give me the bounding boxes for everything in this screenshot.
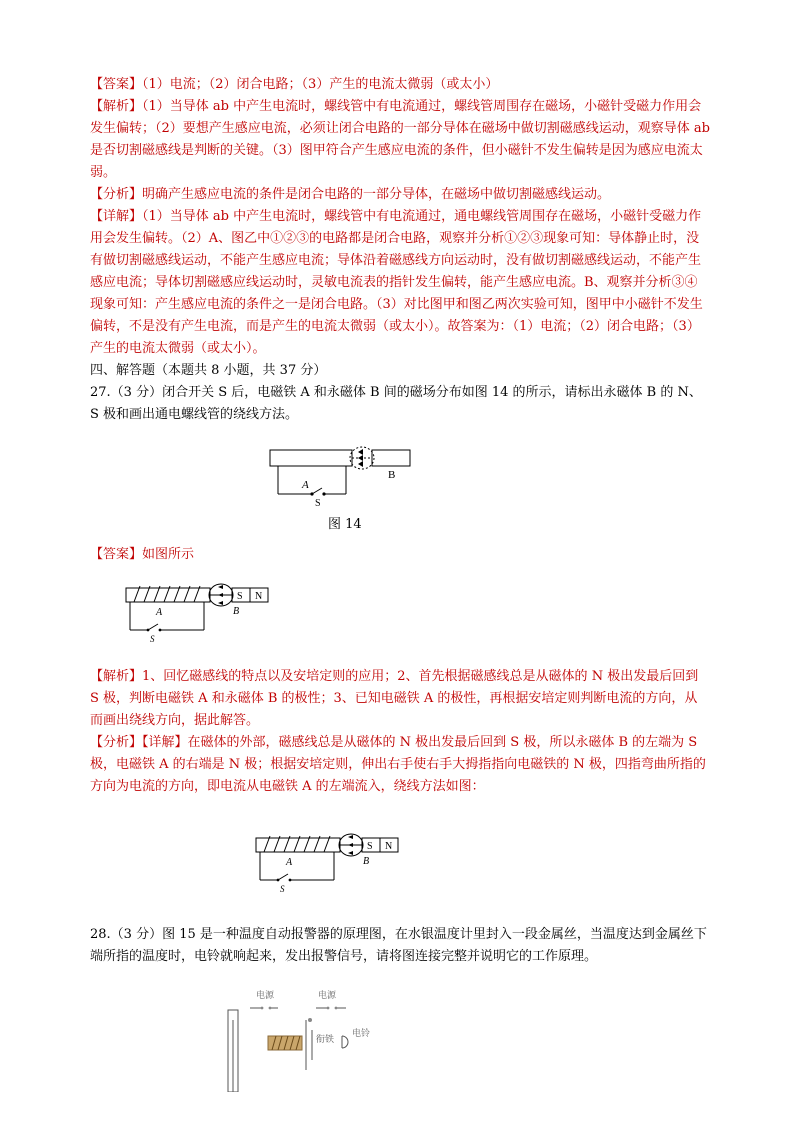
fig14-label-a: A	[302, 479, 309, 491]
jiexi-text: 1、回忆磁感线的特点以及安培定则的应用；2、首先根据磁感线总是从磁体的 N 极出发最后回到 S 极，判断电磁铁 A 和永磁体 B 的极性；3、已知电磁铁 A 的极性，再根据安培定则判断电流的方向，从而画出绕线方向，据此解答。	[90, 669, 699, 728]
section-heading: 四、解答题（本题共 8 小题，共 37 分）	[90, 363, 327, 378]
ans1-S: S	[237, 591, 243, 602]
answer-figure-2	[90, 828, 710, 902]
fenxi-text: 在磁体的外部，磁感线总是从磁体的 N 极出发最后回到 S 极，所以永磁体 B 的左端为 S 极，电磁铁 A 的右端是 N 极；根据安培定则，伸出右手使右手大拇指指向电磁铁的 N 极，四指弯曲所指的方向为电流的方向，即电流从电磁铁 A 的左端流入，绕线方法如图：	[90, 735, 706, 794]
fig14-label-s: S	[315, 498, 321, 509]
answer-figure-2-diagram	[90, 828, 710, 902]
ans1-N: N	[255, 591, 263, 602]
answer-figure-1	[90, 578, 710, 652]
ans2-N: N	[385, 841, 393, 852]
xiangjie-tag: 【详解】	[90, 209, 143, 224]
fenxi-tag: 【分析】【详解】	[90, 735, 188, 750]
q27-jiexi	[90, 666, 710, 732]
jiexi-text: （1）当导体 ab 中产生电流时，螺线管中有电流通过，螺线管周围存在磁场，小磁针受磁力作用会发生偏转；（2）要想产生感应电流，必须让闭合电路的一部分导体在磁场中做切割磁感线运动，观察导体 ab 是否切割磁感线是判断的关键。（3）图甲符合产生感应电流的条件，但小磁针不发生偏转是因为感应电流太弱。	[90, 99, 710, 180]
xiangjie-text: （1）当导体 ab 中产生电流时，螺线管中有电流通过，通电螺线管周围存在磁场，小磁针受磁力作用会发生偏转。（2）A、图乙中①②③的电路都是闭合电路，观察并分析①②③现象可知：导体静止时，没有做切割磁感线运动，不能产生感应电流；导体沿着磁感线方向运动时，没有做切割磁感线运动，不能产生感应电流；导体切割磁感应线运动时，灵敏电流表的指针发生偏转，能产生感应电流。B、观察并分析③④现象可知：产生感应电流的条件之一是闭合电路。（3）对比图甲和图乙两次实验可知，图甲中小磁针不发生偏转，不是没有产生电流，而是产生的电流太微弱（或太小）。故答案为：（1）电流；（2）闭合电路；（3）产生的电流太微弱（或太小）。	[90, 209, 703, 356]
q26-answer	[90, 74, 710, 96]
label-armature: 衔铁	[316, 1035, 335, 1045]
ans2-B: B	[363, 856, 370, 867]
q27-answer	[90, 544, 710, 566]
figure-15-diagram	[90, 980, 710, 1092]
fenxi-tag: 【分析】	[90, 187, 143, 202]
figure-15	[90, 980, 710, 1092]
ans2-A: A	[286, 857, 293, 868]
q26-fenxi	[90, 184, 710, 206]
ans1-A: A	[156, 607, 163, 618]
figure-14-diagram	[90, 440, 710, 532]
q28-stem: 28.（3 分）图 15 是一种温度自动报警器的原理图，在水银温度计里封入一段金属丝，当温度达到金属丝下端所指的温度时，电铃就响起来，发出报警信号，请将图连接完整并说明它的工作原理。	[90, 927, 707, 964]
answer-figure-1-diagram	[90, 578, 710, 652]
figure-14-caption: 图 14	[328, 517, 362, 532]
answer-text: （1）电流；（2）闭合电路；（3）产生的电流太微弱（或太小）	[142, 77, 499, 92]
label-power-2: 电源	[318, 991, 337, 1001]
jiexi-tag: 【解析】	[90, 99, 143, 114]
ans1-B: B	[233, 606, 240, 617]
ans2-switch: S	[280, 884, 285, 894]
page	[90, 74, 710, 1092]
label-bell: 电铃	[352, 1029, 371, 1039]
answer-tag: 【答案】	[90, 547, 143, 562]
fenxi-text: 明确产生感应电流的条件是闭合电路的一部分导体，在磁场中做切割磁感线运动。	[142, 187, 611, 202]
label-power-1: 电源	[256, 991, 275, 1001]
q27-stem: 27.（3 分）闭合开关 S 后，电磁铁 A 和永磁体 B 间的磁场分布如图 14 的所示，请标出永磁体 B 的 N、S 极和画出通电螺线管的绕线方法。	[90, 385, 702, 422]
jiexi-tag: 【解析】	[90, 669, 143, 684]
q27-fenxi	[90, 732, 710, 798]
answer-tag: 【答案】	[90, 77, 143, 92]
figure-14	[90, 440, 710, 532]
q26-jiexi	[90, 96, 710, 184]
ans2-S: S	[367, 841, 373, 852]
fig14-label-b: B	[388, 469, 396, 481]
q26-xiangjie	[90, 206, 710, 360]
answer-text: 如图所示	[142, 547, 195, 562]
ans1-switch: S	[150, 634, 155, 644]
